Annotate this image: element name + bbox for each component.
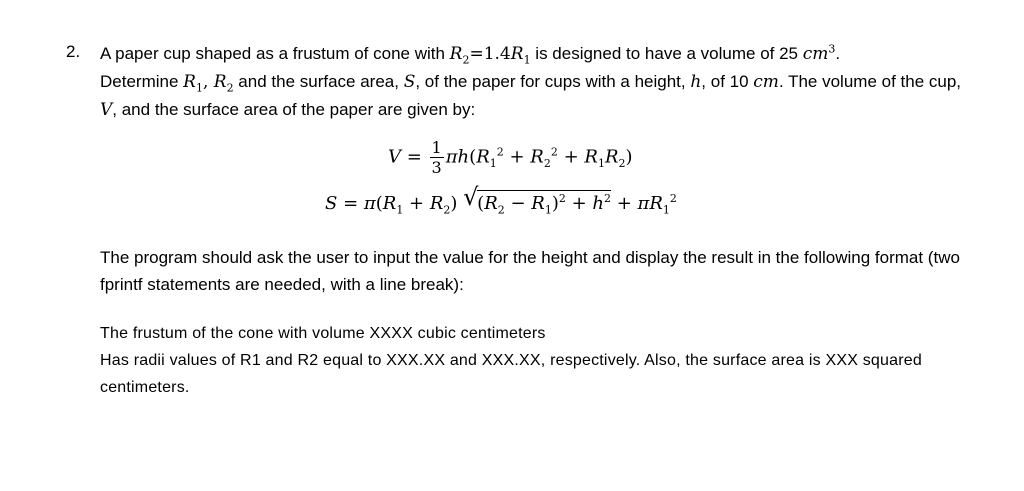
intro-text-4: and the surface area,	[233, 72, 404, 91]
radii-symbols: $R_1$, $R_2$	[183, 72, 234, 95]
volume-symbol: V	[100, 100, 113, 120]
height-symbol: h	[690, 72, 702, 92]
instructions-text: The program should ask the user to input the value for the height and display the result in the following format (two fprintf statements are needed, with a line break):	[100, 248, 960, 294]
volume-unit: $cm^3$	[802, 42, 836, 64]
intro-text-8: , and the surface area of the paper are given by:	[112, 100, 476, 119]
intro-text-1: A paper cup shaped as a frustum of cone with	[100, 44, 450, 63]
surface-area-equation: $S = \pi(R_1 + R_2)$ √ $(R_2 - R_1)^2 + h^2 + \pi R_1^2$	[325, 183, 677, 217]
problem-statement: A paper cup shaped as a frustum of cone with $R_2=1.4R_1$ is designed to have a volume of 25 $cm^3$. Determine $R_1$, $R_2$ and the surface area, S, of the paper for cups with a height, h, of 10 cm. The volume of the cup, V, and the surface area of the paper are given by:	[100, 42, 962, 120]
intro-text-5: , of the paper for cups with a height,	[415, 72, 691, 91]
volume-equation: V = $\frac{1}{3}$ $\pi h(R_1^2 + R_2^2 + R_1R_2)$	[388, 138, 633, 177]
intro-text-2: is designed to have a volume of 25	[530, 44, 803, 63]
length-unit: cm	[753, 72, 779, 92]
intro-text-3: Determine	[100, 72, 184, 91]
problem-number: 2.	[66, 42, 81, 61]
surface-symbol: S	[403, 72, 416, 92]
intro-text-7: . The volume of the cup,	[778, 72, 962, 91]
output-line-2: Has radii values of R1 and R2 equal to XXX.XX and XXX.XX, respectively. Also, the surface area is XXX squared centimeters.	[100, 352, 922, 396]
radius-relation: $R_2=1.4R_1$	[449, 44, 531, 67]
output-format	[100, 320, 960, 401]
output-line-1: The frustum of the cone with volume XXXX cubic centimeters	[100, 325, 546, 342]
intro-text-6: , of 10	[701, 72, 754, 91]
